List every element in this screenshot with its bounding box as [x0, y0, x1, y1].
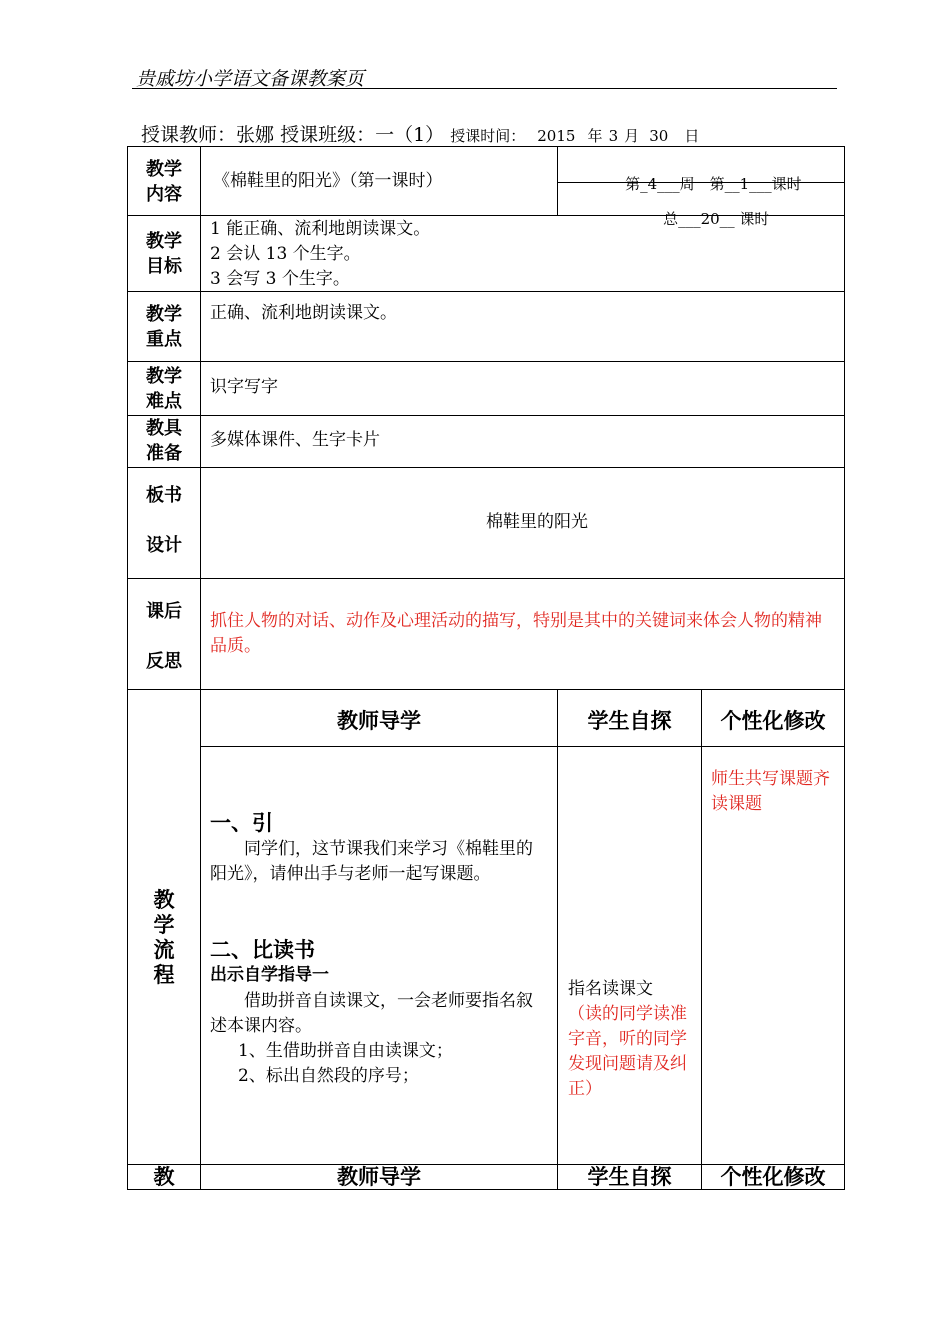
time-month: 3: [608, 127, 619, 145]
col-header-student: [557, 689, 702, 747]
tools-value: 多媒体课件、生字卡片: [210, 430, 380, 450]
custom-edit-cell: [701, 746, 845, 1165]
goal-item-2: 2 会认 13 个生字。: [210, 244, 361, 264]
section1-title: 一、引: [210, 810, 273, 835]
guide-text: 借助拼音自读课文，一会老师要指名叙述本课内容。: [210, 991, 533, 1036]
process-label-char-2: 学: [153, 912, 175, 937]
time-year: 2015: [537, 127, 576, 145]
goal-item-3: 3 会写 3 个生字。: [210, 269, 350, 289]
board-label-cell: [127, 467, 201, 579]
class-label: 授课班级：一（1）: [280, 124, 445, 146]
next-col-student: [557, 1164, 702, 1190]
board-label-line1: 板书: [146, 485, 182, 506]
total-cell: [557, 182, 845, 228]
process-label-char-4: 程: [153, 962, 175, 987]
time-month-unit: 月: [624, 127, 640, 145]
lesson-plan-table: [127, 146, 845, 1189]
page-header-title: 贵戚坊小学语文备课教案页: [136, 68, 365, 90]
key-label-line1: 教学: [146, 304, 182, 325]
time-day: 30: [649, 127, 669, 145]
guide-step-1: 1、生借助拼音自由读课文；: [238, 1041, 453, 1061]
difficulty-value: 识字写字: [210, 377, 278, 397]
process-label-cell: [127, 689, 201, 1165]
tools-value-cell: [200, 415, 845, 468]
week-text: 第_4___周 第__1___课时: [625, 175, 802, 193]
lesson-meta-line: [141, 120, 699, 147]
difficulty-label-line2: 难点: [146, 391, 182, 412]
guide-step-2: 2、标出自然段的序号；: [238, 1066, 419, 1086]
key-label-cell: [127, 291, 201, 362]
key-value: 正确、流利地朗读课文。: [210, 303, 397, 323]
section2-title: 二、比读书: [210, 937, 315, 962]
content-label-line2: 内容: [146, 184, 182, 205]
goals-label-line2: 目标: [146, 256, 182, 277]
difficulty-label-line1: 教学: [146, 366, 182, 387]
process-label-char-1: 教: [153, 887, 175, 912]
next-label: 教: [153, 1164, 175, 1189]
key-label-line2: 重点: [146, 329, 182, 350]
next-label-cell: [127, 1164, 201, 1190]
week-cell: [557, 146, 845, 193]
reflection-label-line2: 反思: [146, 651, 182, 672]
next-col-teacher-text: 教师导学: [337, 1164, 421, 1189]
teacher-guide-cell: [200, 746, 558, 1165]
next-col-custom-text: 个性化修改: [720, 1164, 826, 1189]
reflection-label-cell: [127, 578, 201, 690]
guide-title: 出示自学指导一: [210, 965, 329, 985]
student-note: （读的同学读准字音，听的同学发现问题请及纠正）: [568, 1004, 687, 1099]
content-value-cell: [200, 146, 558, 216]
header-divider: [132, 88, 837, 89]
tools-label-cell: [127, 415, 201, 468]
reflection-value: 抓住人物的对话、动作及心理活动的描写，特别是其中的关键词来体会人物的精神品质。: [210, 611, 822, 656]
board-value: 棉鞋里的阳光: [486, 512, 588, 532]
student-main: 指名读课文: [568, 979, 653, 999]
goals-label-cell: [127, 215, 201, 292]
next-col-student-text: 学生自探: [587, 1164, 672, 1189]
tools-label-line1: 教具: [146, 418, 182, 439]
next-col-custom: [701, 1164, 845, 1190]
process-label-char-3: 流: [153, 937, 175, 962]
next-col-teacher: [200, 1164, 558, 1190]
col-header-teacher-text: 教师导学: [337, 708, 421, 733]
student-explore-cell: [557, 746, 702, 1165]
col-header-student-text: 学生自探: [587, 708, 672, 733]
col-header-teacher: [200, 689, 558, 747]
total-text: 总___20__ 课时: [663, 210, 770, 228]
time-year-unit: 年: [587, 127, 603, 145]
board-label-line2: 设计: [146, 535, 182, 556]
reflection-value-cell: [200, 578, 845, 690]
goals-label-line1: 教学: [146, 231, 182, 252]
content-label-line1: 教学: [146, 159, 182, 180]
time-label: 授课时间：: [450, 127, 526, 145]
custom-note: 师生共写课题齐读课题: [711, 769, 830, 814]
col-header-custom-text: 个性化修改: [720, 708, 826, 733]
content-label-cell: [127, 146, 201, 216]
reflection-label-line1: 课后: [146, 601, 182, 622]
goals-value-cell: [200, 215, 845, 292]
board-value-cell: [200, 467, 845, 579]
teacher-label: 授课教师：张娜: [141, 124, 275, 146]
content-value: 《棉鞋里的阳光》（第一课时）: [213, 171, 443, 191]
section1-text: 同学们，这节课我们来学习《棉鞋里的阳光》，请伸出手与老师一起写课题。: [210, 839, 533, 884]
goal-item-1: 1 能正确、流利地朗读课文。: [210, 219, 431, 239]
col-header-custom: [701, 689, 845, 747]
time-day-unit: 日: [684, 127, 700, 145]
tools-label-line2: 准备: [146, 443, 182, 464]
difficulty-label-cell: [127, 361, 201, 416]
difficulty-value-cell: [200, 361, 845, 416]
key-value-cell: [200, 291, 845, 362]
